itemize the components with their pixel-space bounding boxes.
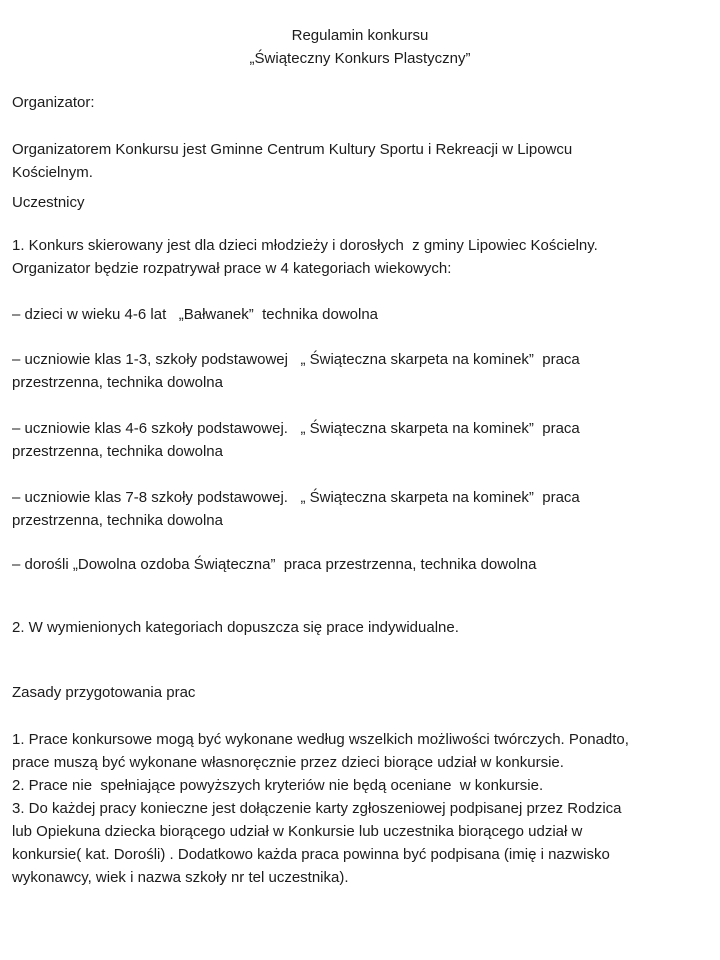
paragraph-line: 3. Do każdej pracy konieczne jest dołączenie karty zgłoszeniowej podpisanej przez Rodzica	[12, 800, 622, 817]
paragraph-line: przestrzenna, technika dowolna	[12, 512, 223, 529]
paragraph-line: prace muszą być wykonane własnoręcznie przez dzieci biorące udział w konkursie.	[12, 754, 564, 771]
paragraph-line: Organizatorem Konkursu jest Gminne Centrum Kultury Sportu i Rekreacji w Lipowcu	[12, 141, 573, 158]
category-grades-7-8	[0, 486, 720, 532]
organizer-heading	[0, 91, 720, 114]
paragraph-line: 1. Konkurs skierowany jest dla dzieci młodzieży i dorosłych z gminy Lipowiec Kościelny.	[12, 237, 598, 254]
paragraph-line: przestrzenna, technika dowolna	[12, 443, 223, 460]
paragraph-line: wykonawcy, wiek i nazwa szkoły nr tel uczestnika).	[12, 869, 349, 886]
rules-heading	[0, 681, 720, 704]
paragraph-line: 1. Prace konkursowe mogą być wykonane według wszelkich możliwości twórczych. Ponadto,	[12, 731, 629, 748]
paragraph-line: lub Opiekuna dziecka biorącego udział w Konkursie lub uczestnika biorącego udział w	[12, 823, 583, 840]
rules-body	[0, 728, 720, 889]
paragraph-line: 2. Prace nie spełniające powyższych kryteriów nie będą oceniane w konkursie.	[12, 777, 544, 794]
participants-rule-2	[0, 616, 720, 639]
paragraph-line: – dzieci w wieku 4-6 lat „Bałwanek” technika dowolna	[12, 306, 379, 323]
document-title	[0, 24, 720, 70]
organizer-body	[0, 138, 720, 184]
paragraph-line: 2. W wymienionych kategoriach dopuszcza się prace indywidualne.	[12, 619, 459, 636]
paragraph-line: Uczestnicy	[12, 194, 85, 211]
paragraph-line: Organizator będzie rozpatrywał prace w 4 kategoriach wiekowych:	[12, 260, 452, 277]
category-grades-4-6	[0, 417, 720, 463]
paragraph-line: – uczniowie klas 1-3, szkoły podstawowej „ Świąteczna skarpeta na kominek” praca	[12, 351, 580, 368]
category-adults	[0, 553, 720, 576]
participants-rule-1	[0, 234, 720, 280]
paragraph-line: Kościelnym.	[12, 164, 93, 181]
paragraph-line: Zasady przygotowania prac	[12, 684, 196, 701]
category-children-4-6	[0, 303, 720, 326]
title-line-1: Regulamin konkursu	[291, 27, 429, 44]
paragraph-line: przestrzenna, technika dowolna	[12, 374, 223, 391]
category-grades-1-3	[0, 348, 720, 394]
title-line-2: „Świąteczny Konkurs Plastyczny”	[249, 50, 471, 67]
paragraph-line: – dorośli „Dowolna ozdoba Świąteczna” praca przestrzenna, technika dowolna	[12, 556, 537, 573]
paragraph-line: konkursie( kat. Dorośli) . Dodatkowo każda praca powinna być podpisana (imię i nazwisko	[12, 846, 610, 863]
paragraph-line: – uczniowie klas 4-6 szkoły podstawowej. „ Świąteczna skarpeta na kominek” praca	[12, 420, 580, 437]
participants-heading	[0, 191, 720, 214]
paragraph-line: – uczniowie klas 7-8 szkoły podstawowej. „ Świąteczna skarpeta na kominek” praca	[12, 489, 580, 506]
paragraph-line: Organizator:	[12, 94, 95, 111]
